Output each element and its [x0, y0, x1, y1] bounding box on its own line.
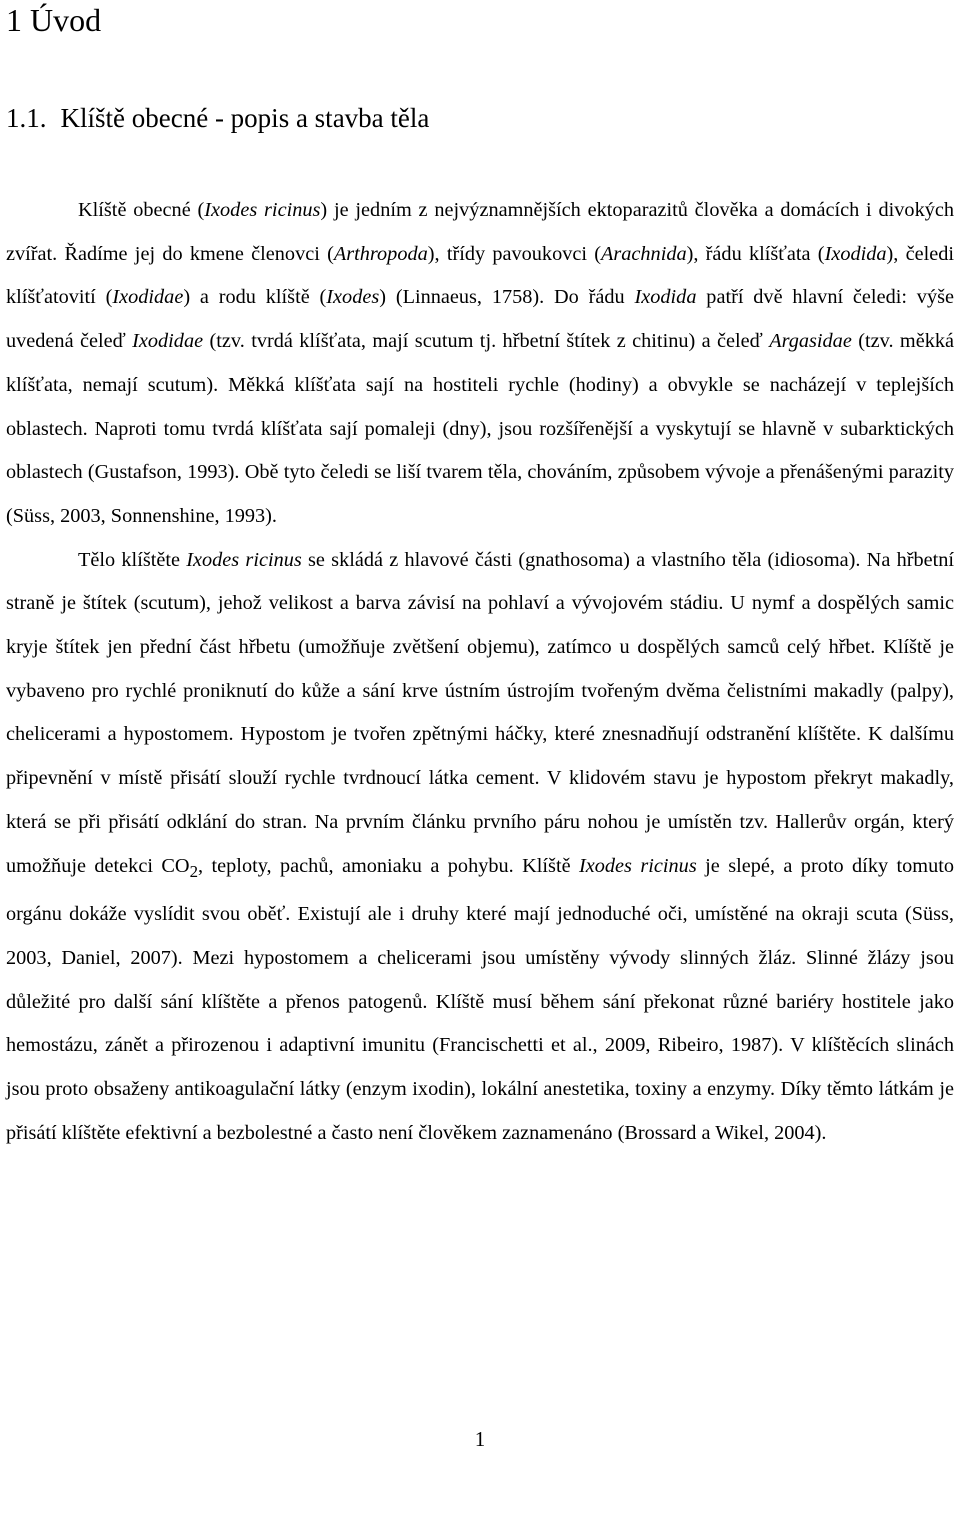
text-run: (tzv. měkká klíšťata, nemají scutum). Měkká klíšťata sají na hostiteli rychle (hodiny) a obvykle se nacházejí v teplejších oblastech. Naproti tomu tvrdá klíšťata sají pomaleji (dny), jsou rozšířenější a vyskytují se hlavně v subarktických oblastech (Gustafson, 1993). Obě tyto čeledi se liší tvarem těla, chováním, způsobem vývoje a přenášenými parazity (Süss, 2003, Sonnenshine, 1993). — [6, 330, 954, 527]
text-run: ), čeledi klíšťatovití ( — [6, 242, 954, 309]
text-run: Tělo klíštěte — [78, 548, 187, 571]
text-run: ) je jedním z nejvýznamnějších ektoparazitů člověka a domácích i divokých zvířat. Řadíme jej do kmene členovci ( — [6, 199, 954, 265]
chapter-number: 1 — [6, 2, 22, 38]
section-heading — [6, 98, 429, 138]
species-name: Ixodes ricinus — [204, 199, 321, 221]
species-name: Ixodes ricinus — [186, 548, 302, 571]
text-run: Klíště obecné ( — [78, 199, 205, 221]
paragraph-2 — [6, 539, 954, 1156]
page-number: 1 — [474, 1427, 486, 1451]
species-name: Ixodes ricinus — [579, 854, 697, 877]
section-number: 1.1. — [6, 103, 47, 133]
taxon-name: Arthropoda — [333, 242, 428, 265]
chapter-heading — [6, 0, 101, 40]
paragraph-1 — [6, 189, 954, 539]
text-run: , teploty, pachů, amoniaku a pohybu. Klíště — [198, 854, 580, 877]
text-run: je slepé, a proto díky tomuto orgánu dokáže vyslídit svou oběť. Existují ale i druhy které mají jednoduché oči, umístěné na okraji scuta (Süss, 2003, Daniel, 2007). Mezi hypostomem a chelicerami jsou umístěny vývody slinných žláz. Slinné žlázy jsou důležité pro další sání klíštěte a přenos patogenů. Klíště musí během sání překonat různé bariéry hostitele jako hemostázu, zánět a přirozenou i adaptivní imunitu (Francischetti et al., 2009, Ribeiro, 1987). V klíštěcích slinách jsou proto obsaženy antikoagulační látky (enzym ixodin), lokální anestetika, toxiny a enzymy. Díky těmto látkám je přisátí klíštěte efektivní a bezbolestné a často není člověkem zaznamenáno (Brossard a Wikel, 2004). — [6, 854, 954, 1144]
text-run: ), řádu klíšťata ( — [686, 242, 825, 265]
taxon-name: Ixodes — [326, 286, 380, 309]
taxon-name: Ixodida — [824, 242, 887, 265]
body-text — [6, 189, 954, 1156]
section-title: Klíště obecné - popis a stavba těla — [60, 103, 430, 133]
taxon-name: Arachnida — [600, 242, 687, 265]
text-run: patří dvě hlavní čeledi: výše uvedená čeleď — [6, 286, 954, 353]
taxon-name: Ixodida — [634, 286, 697, 309]
text-run: ), třídy pavoukovci ( — [427, 242, 601, 265]
formula-subscript: 2 — [189, 861, 199, 881]
taxon-name: Ixodidae — [132, 330, 204, 353]
text-run: ) a rodu klíště ( — [183, 286, 327, 309]
text-run: ) (Linnaeus, 1758). Do řádu — [379, 286, 635, 309]
taxon-name: Ixodidae — [112, 286, 184, 309]
text-run: se skládá z hlavové části (gnathosoma) a vlastního těla (idiosoma). Na hřbetní straně je štítek (scutum), jehož velikost a barva závisí na pohlaví a vývojovém stádiu. U nymf a dospělých samic kryje štítek jen přední část hřbetu (umožňuje zvětšení objemu), zatímco u dospělých samců celý hřbet. Klíště je vybaveno pro rychlé proniknutí do kůže a sání krve ústním ústrojím tvořeným dvěma čelistními makadly (palpy), chelicerami a hypostomem. Hypostom je tvořen zpětnými háčky, které znesnadňují odstranění klíštěte. K dalšímu připevnění v místě přisátí slouží rychle tvrdnoucí látka cement. V klidovém stavu je hypostom překryt makadly, která se při přisátí odklání do stran. Na prvním článku prvního páru nohou je umístěn tzv. Hallerův orgán, který umožňuje detekci — [6, 548, 955, 877]
taxon-name: Argasidae — [769, 330, 852, 353]
chapter-title: Úvod — [30, 2, 102, 38]
chemical-formula: CO — [161, 854, 190, 877]
text-run: (tzv. tvrdá klíšťata, mají scutum tj. hřbetní štítek z chitinu) a čeleď — [203, 330, 770, 353]
